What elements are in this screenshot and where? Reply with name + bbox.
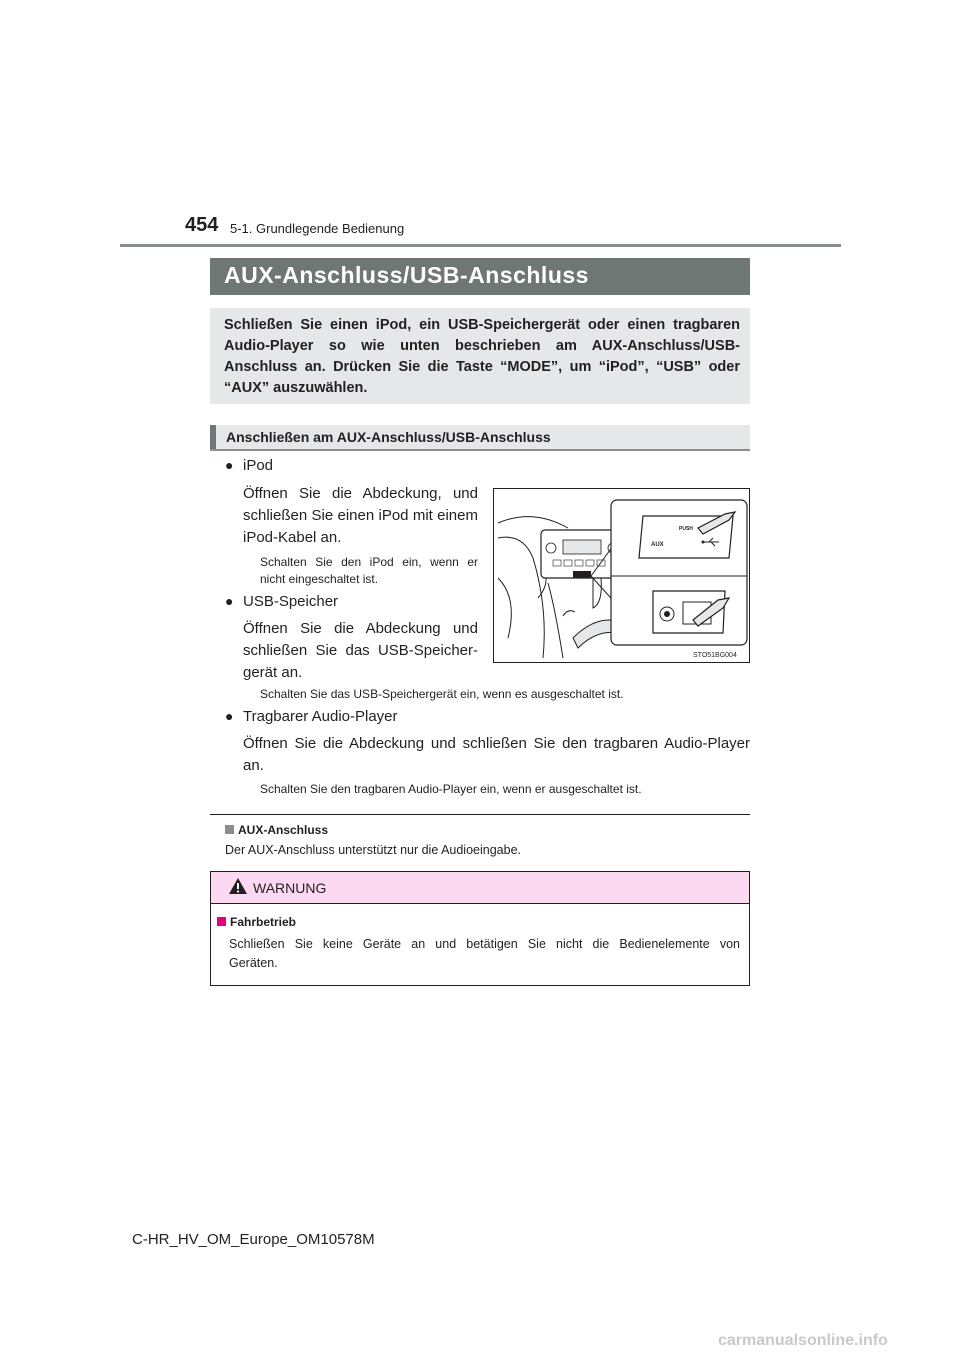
bullet-icon: ● (225, 457, 234, 473)
body-line: Öffnen Sie die Abdeckung, und (243, 485, 478, 502)
warning-box (210, 871, 750, 986)
warning-icon (228, 877, 248, 895)
warning-line: Geräten. (229, 956, 278, 970)
info-text: Der AUX-Anschluss unterstützt nur die Audioeingabe. (225, 843, 522, 857)
warning-line: Schließen Sie keine Geräte an und betätigen Sie nicht die Bedienelemente von (229, 937, 740, 951)
watermark: carmanualsonline.info (718, 1332, 888, 1349)
square-icon (225, 825, 234, 834)
aux-label: AUX (651, 542, 664, 548)
item-note (260, 781, 642, 798)
note-line: Schalten Sie den iPod ein, wenn er (260, 555, 478, 569)
item-body (243, 733, 750, 777)
page-number: 454 (185, 214, 219, 236)
intro-box: Schließen Sie einen iPod, ein USB-Speichergerät oder einen tragbaren Audio-Player so wie unten beschrieben am AUX-Anschluss/USB-Anschluss an. Drücken Sie die Taste “MODE”, um “iPod”, “USB” oder “AUX” auszuwählen. (210, 308, 750, 404)
note-line: nicht eingeschaltet ist. (260, 572, 379, 586)
item-body (243, 483, 478, 549)
warning-subtitle (217, 915, 296, 929)
figure-code: STO51BG004 (693, 652, 737, 659)
info-title-text: AUX-Anschluss (238, 823, 329, 837)
title-bar (210, 258, 750, 295)
warning-subtitle-text: Fahrbetrieb (230, 915, 297, 929)
subheading-accent (210, 425, 216, 449)
body-line: Öffnen Sie die Abdeckung und (243, 620, 478, 637)
footer-code: C-HR_HV_OM_Europe_OM10578M (132, 1231, 375, 1248)
console-figure (493, 488, 750, 663)
item-title: USB-Speicher (243, 593, 339, 610)
bullet-icon: ● (225, 593, 234, 609)
subheading-text: Anschließen am AUX-Anschluss/USB-Anschluss (226, 429, 551, 445)
warning-header (211, 872, 749, 904)
warning-label: WARNUNG (253, 880, 327, 896)
item-title: iPod (243, 457, 274, 474)
body-line: gerät an. (243, 664, 303, 681)
body-line: iPod-Kabel an. (243, 529, 342, 546)
body-line: an. (243, 757, 264, 774)
body-line: Öffnen Sie die Abdeckung und schließen Sie den tragbaren Audio-Player (243, 735, 750, 752)
item-title: Tragbarer Audio-Player (243, 708, 398, 725)
warning-text (229, 935, 740, 973)
item-body (243, 618, 478, 684)
bullet-icon: ● (225, 708, 234, 724)
note-line: Schalten Sie den tragbaren Audio-Player ein, wenn er ausgeschaltet ist. (260, 782, 642, 796)
item-note (260, 554, 478, 588)
subheading (210, 425, 750, 451)
note-line: Schalten Sie das USB-Speichergerät ein, wenn es ausgeschaltet ist. (260, 687, 624, 701)
item-note (260, 686, 624, 703)
section-label: 5-1. Grundlegende Bedienung (230, 221, 405, 236)
header-rule (120, 244, 841, 247)
push-label: PUSH (679, 526, 693, 532)
info-title (225, 823, 328, 837)
body-line: schließen Sie einen iPod mit einem (243, 507, 478, 524)
page-title: AUX-Anschluss/USB-Anschluss (224, 262, 589, 288)
console-illustration (493, 488, 750, 663)
square-icon (217, 917, 226, 926)
body-line: schließen Sie das USB-Speicher- (243, 642, 478, 659)
section-divider (210, 814, 750, 815)
